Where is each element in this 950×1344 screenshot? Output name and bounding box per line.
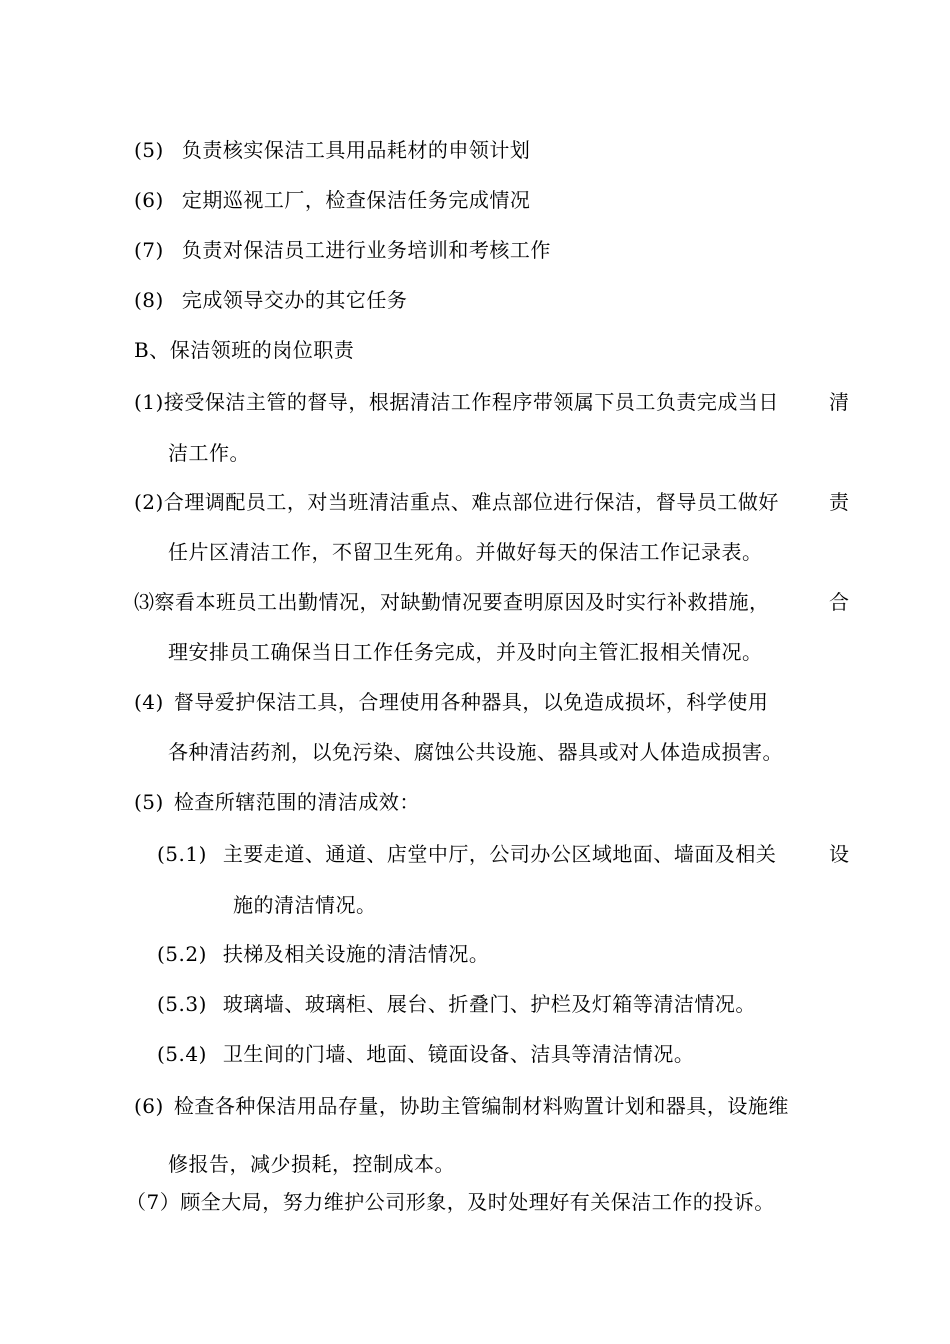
item-text: 负责核实保洁工具用品耗材的申领计划 <box>181 138 531 162</box>
subduty-text: 主要走道、通道、店堂中厅，公司办公区域地面、墙面及相关 <box>222 842 777 866</box>
item-text: 完成领导交办的其它任务 <box>181 288 408 312</box>
duty-text: 合理调配员工，对当班清洁重点、难点部位进行保洁，督导员工做好 <box>163 490 779 514</box>
list-item <box>134 288 407 312</box>
duty-number: (5) <box>134 790 164 814</box>
subduty-5-1-line-1-tail: 设 <box>829 842 850 866</box>
subduty-5-1-line-1 <box>157 842 776 866</box>
list-item <box>134 238 551 262</box>
duty-text: 督导爱护保洁工具，合理使用各种器具，以免造成损坏，科学使用 <box>173 690 769 714</box>
duty-text: 接受保洁主管的督导，根据清洁工作程序带领属下员工负责完成当日 <box>163 390 779 414</box>
duty-2-line-1 <box>134 490 779 514</box>
duty-2-line-1-tail: 责 <box>829 490 850 514</box>
duty-number: ⑶ <box>134 590 155 614</box>
subduty-text: 卫生间的门墙、地面、镜面设备、洁具等清洁情况。 <box>222 1042 695 1066</box>
item-number: (7) <box>134 238 164 262</box>
duty-text: 检查所辖范围的清洁成效： <box>173 790 420 814</box>
subduty-5-4 <box>157 1042 694 1066</box>
duty-text: 检查各种保洁用品存量，协助主管编制材料购置计划和器具，设施维 <box>173 1094 789 1118</box>
subduty-5-1-line-2: 施的清洁情况。 <box>233 893 377 917</box>
duty-number: (1) <box>134 390 164 414</box>
duty-number: (2) <box>134 490 164 514</box>
item-number: (5) <box>134 138 164 162</box>
subduty-number: (5.1) <box>157 842 207 866</box>
item-text: 定期巡视工厂，检查保洁任务完成情况 <box>181 188 531 212</box>
subduty-text: 扶梯及相关设施的清洁情况。 <box>222 942 490 966</box>
duty-3-line-1 <box>134 590 770 614</box>
duty-text: 察看本班员工出勤情况，对缺勤情况要查明原因及时实行补救措施， <box>154 590 770 614</box>
item-number: (6) <box>134 188 164 212</box>
duty-1-line-1 <box>134 390 779 414</box>
duty-3-line-2: 理安排员工确保当日工作任务完成，并及时向主管汇报相关情况。 <box>168 640 763 664</box>
duty-6-line-1 <box>134 1094 789 1118</box>
duty-6-line-2: 修报告，减少损耗，控制成本。 <box>168 1152 455 1176</box>
section-title: B、保洁领班的岗位职责 <box>134 338 355 362</box>
duty-5-line-1 <box>134 790 420 814</box>
item-text: 负责对保洁员工进行业务培训和考核工作 <box>181 238 551 262</box>
duty-4-line-1 <box>134 690 768 714</box>
duty-number: (4) <box>134 690 164 714</box>
duty-text: 顾全大局，努力维护公司形象，及时处理好有关保洁工作的投诉。 <box>180 1190 775 1214</box>
subduty-text: 玻璃墙、玻璃柜、展台、折叠门、护栏及灯箱等清洁情况。 <box>222 992 756 1016</box>
duty-7 <box>126 1190 775 1214</box>
subduty-number: (5.2) <box>157 942 207 966</box>
duty-1-line-1-tail: 清 <box>829 390 850 414</box>
duty-4-line-2: 各种清洁药剂，以免污染、腐蚀公共设施、器具或对人体造成损害。 <box>168 740 783 764</box>
subduty-5-2 <box>157 942 489 966</box>
item-number: (8) <box>134 288 164 312</box>
duty-1-line-2: 洁工作。 <box>168 441 250 465</box>
subduty-number: (5.3) <box>157 992 207 1016</box>
duty-number: （7） <box>126 1190 181 1214</box>
list-item <box>134 138 530 162</box>
duty-2-line-2: 任片区清洁工作，不留卫生死角。并做好每天的保洁工作记录表。 <box>168 540 763 564</box>
duty-3-line-1-tail: 合 <box>829 590 850 614</box>
duty-number: (6) <box>134 1094 164 1118</box>
list-item <box>134 188 530 212</box>
subduty-5-3 <box>157 992 756 1016</box>
subduty-number: (5.4) <box>157 1042 207 1066</box>
